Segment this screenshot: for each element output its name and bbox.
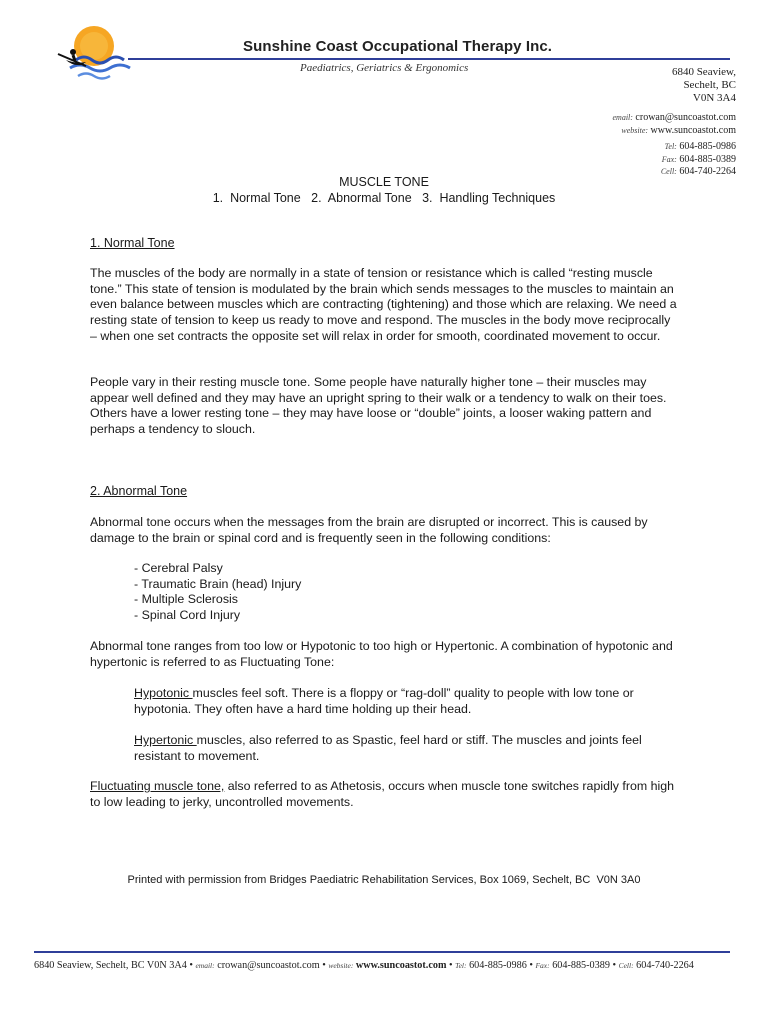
document-title-block: [0, 174, 768, 206]
footer-email-label: email:: [195, 961, 215, 970]
term-fluctuating: Fluctuating Tone: [240, 654, 331, 669]
text-run: to too high or: [355, 639, 436, 653]
list-item: - Multiple Sclerosis: [134, 592, 238, 607]
company-logo: [40, 20, 136, 86]
fax-row: [661, 154, 736, 167]
tel-row: [661, 141, 736, 154]
footer-cell-label: Cell:: [618, 961, 634, 970]
separator: •: [448, 960, 453, 971]
fluctuating-term: Fluctuating muscle tone,: [90, 779, 225, 793]
permission-note: Printed with permission from Bridges Paediatric Rehabilitation Services, Box 1069, Sechelt, BC V0N 3A0: [127, 874, 641, 886]
list-item: - Traumatic Brain (head) Injury: [134, 576, 302, 591]
address-line: Sechelt, BC: [683, 79, 736, 91]
hypertonic-description: [134, 733, 682, 764]
conditions-list: [134, 561, 301, 624]
email-label: email:: [612, 113, 633, 122]
footer-email-link[interactable]: crowan@suncoastot.com: [217, 960, 320, 971]
text-run: :: [330, 654, 335, 669]
abnormal-tone-paragraph-2: [90, 639, 680, 670]
fax-number: 604-885-0389: [679, 153, 736, 165]
hypertonic-term: Hypertonic: [134, 733, 197, 747]
separator: •: [322, 960, 326, 971]
document-subtitle: 1. Normal Tone 2. Abnormal Tone 3. Handling Techniques: [212, 191, 556, 205]
fluctuating-text: also referred to as Athetosis, occurs when muscle tone switches rapidly from high to low leading to jerky, uncontrolled movements.: [90, 779, 675, 809]
website-link[interactable]: www.suncoastot.com: [650, 124, 736, 136]
hypotonic-description: [134, 686, 682, 717]
tel-number: 604-885-0986: [679, 141, 736, 152]
separator: •: [612, 960, 617, 971]
header-phone-contacts: [661, 141, 736, 179]
section-heading-normal-tone: 1. Normal Tone: [90, 236, 175, 250]
header-web-contacts: [612, 112, 736, 137]
cell-number: 604-740-2264: [679, 166, 736, 177]
hypertonic-text: muscles, also referred to as Spastic, feel hard or stiff. The muscles and joints feel resistant to movement.: [134, 733, 642, 763]
tel-label: Tel:: [664, 142, 677, 151]
footer-website-link[interactable]: www.suncoastot.com: [355, 960, 447, 971]
footer-fax-label: Fax:: [535, 961, 550, 970]
website-label: website:: [621, 125, 649, 135]
document-title: MUSCLE TONE: [339, 175, 429, 189]
footer-rule: [34, 951, 730, 953]
term-hypertonic: Hypertonic: [435, 639, 495, 653]
header-address: [672, 66, 736, 105]
text-run: . A combination of hypotonic and hypertonic is referred to as: [90, 639, 673, 669]
fax-label: Fax:: [661, 154, 677, 164]
footer-tel-label: Tel:: [455, 961, 467, 970]
separator: •: [529, 960, 533, 971]
fluctuating-description: [90, 779, 680, 810]
email-row: [612, 112, 736, 125]
footer-fax-number: 604-885-0389: [552, 960, 610, 971]
website-row: [612, 125, 736, 138]
list-item: - Spinal Cord Injury: [134, 608, 241, 623]
footer-website-label: website:: [328, 961, 354, 970]
hypotonic-term: Hypotonic: [134, 686, 193, 700]
list-item: - Cerebral Palsy: [134, 561, 223, 575]
cell-label: Cell:: [660, 167, 677, 176]
normal-tone-paragraph-2: People vary in their resting muscle tone. Some people have naturally higher tone – their muscles may appear well defined and they may have an upright spring to their walk or a tendency to walk on their toes. Others have a lower resting tone – they may have loose or “double” joints, a looser waking pattern and perhaps a tendency to slouch.: [90, 375, 667, 437]
normal-tone-paragraph-1: The muscles of the body are normally in a state of tension or resistance which is called “resting muscle tone.” This state of tension is modulated by the brain which sends messages to the muscles to maintain an even balance between muscles which are contracting (tightening) and those which are relaxing. We need a resting state of tension to keep us ready to move and respond. The muscles in the body move reciprocally – when one set contracts the opposite set will relax in order for smooth, coordinated movement to occur.: [90, 266, 677, 343]
footer-cell-number: 604-740-2264: [636, 960, 694, 971]
company-name: Sunshine Coast Occupational Therapy Inc.: [243, 38, 553, 55]
address-line: V0N 3A4: [692, 92, 736, 104]
header-rule: [128, 58, 730, 60]
company-tagline: Paediatrics, Geriatrics & Ergonomics: [300, 62, 469, 74]
footer-contact-line: [34, 960, 734, 971]
footer-address: 6840 Seaview, Sechelt, BC V0N 3A4: [34, 960, 187, 971]
text-run: Abnormal tone ranges from too low or: [90, 639, 301, 653]
email-link[interactable]: crowan@suncoastot.com: [635, 112, 736, 123]
address-line: 6840 Seaview,: [671, 66, 736, 78]
footer-tel-number: 604-885-0986: [469, 960, 527, 971]
term-hypotonic: Hypotonic: [300, 639, 356, 653]
section-heading-abnormal-tone: 2. Abnormal Tone: [90, 484, 188, 498]
abnormal-tone-paragraph-1: Abnormal tone occurs when the messages from the brain are disrupted or incorrect. This is caused by damage to the brain or spinal cord and is frequently seen in the following conditions:: [90, 515, 648, 545]
separator: •: [189, 960, 193, 971]
hypotonic-text: muscles feel soft. There is a floppy or “rag-doll” quality to people with low tone or hypotonia. They often have a hard time holding up their head.: [134, 686, 634, 716]
